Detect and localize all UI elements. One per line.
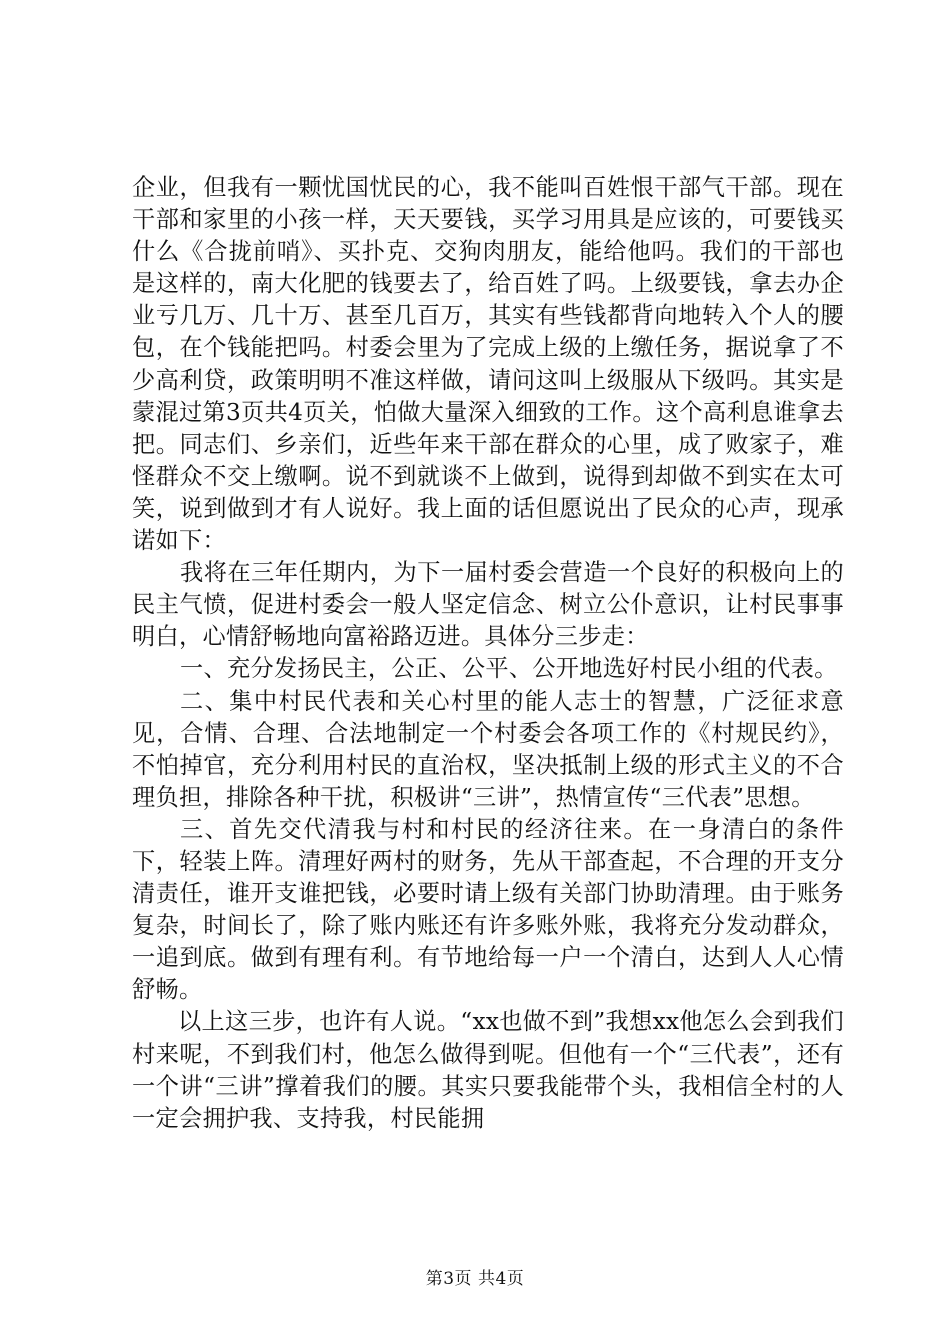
paragraph-2: 我将在三年任期内，为下一届村委会营造一个良好的积极向上的民主气愤，促进村委会一般人坚定信念、树立公仆意识，让村民事事明白，心情舒畅地向富裕路迈进。具体分三步走： (132, 559, 844, 651)
paragraph-5: 三、首先交代清我与村和村民的经济往来。在一身清白的条件下，轻装上阵。清理好两村的财务，先从干部查起，不合理的开支分清责任，谁开支谁把钱，必要时请上级有关部门协助清理。由于账务复杂，时间长了，除了账内账还有许多账外账，我将充分发动群众，一追到底。做到有理有利。有节地给每一户一个清白，达到人人心情舒畅。 (132, 815, 844, 1004)
page-footer: 第3页 共4页 (425, 1269, 525, 1289)
paragraph-3: 一、充分发扬民主，公正、公平、公开地选好村民小组的代表。 (180, 655, 838, 683)
document-body (132, 172, 844, 1135)
paragraph-4: 二、集中村民代表和关心村里的能人志士的智慧，广泛征求意见，合情、合理、合法地制定一个村委会各项工作的《村规民约》，不怕掉官，充分利用村民的直治权，坚决抵制上级的形式主义的不合理负担，排除各种干扰，积极讲“三讲”，热情宣传“三代表”思想。 (132, 687, 844, 811)
paragraph-6: 以上这三步，也许有人说。“xx也做不到”我想xx他怎么会到我们村来呢，不到我们村，他怎么做得到呢。但他有一个“三代表”，还有一个讲“三讲”撑着我们的腰。其实只要我能带个头，我相信全村的人一定会拥护我、支持我，村民能拥 (132, 1008, 844, 1132)
paragraph-1: 企业，但我有一颗忧国忧民的心，我不能叫百姓恨干部气干部。现在干部和家里的小孩一样，天天要钱，买学习用具是应该的，可要钱买什么《合拢前哨》、买扑克、交狗肉朋友，能给他吗。我们的干部也是这样的，南大化肥的钱要去了，给百姓了吗。上级要钱，拿去办企业亏几万、几十万、甚至几百万，其实有些钱都背向地转入个人的腰包，在个钱能把吗。村委会里为了完成上级的上缴任务，据说拿了不少高利贷，政策明明不准这样做，请问这叫上级服从下级吗。其实是蒙混过第3页共4页关，怕做大量深入细致的工作。这个高利息谁拿去把。同志们、乡亲们，近些年来干部在群众的心里，成了败家子，难怪群众不交上缴啊。说不到就谈不上做到，说得到却做不到实在太可笑，说到做到才有人说好。我上面的话但愿说出了民众的心声，现承诺如下： (132, 174, 844, 555)
